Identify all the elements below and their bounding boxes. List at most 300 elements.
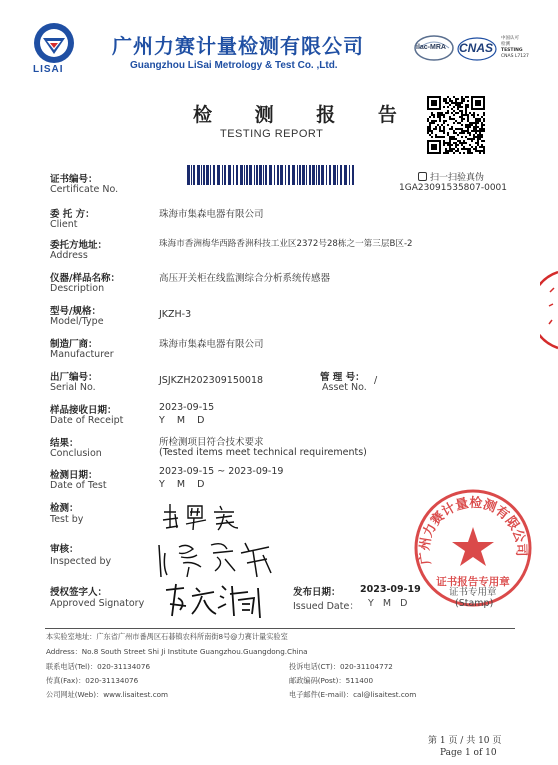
qr-module — [471, 130, 473, 132]
qr-module — [449, 144, 451, 146]
stamp-bottom-text: 证书报告专用章 — [436, 576, 510, 588]
qr-module — [459, 152, 461, 154]
qr-module — [447, 124, 449, 126]
qr-module — [481, 130, 483, 132]
asset-label-en: Asset No. — [322, 382, 367, 393]
footer-divider — [45, 628, 515, 629]
qr-module — [449, 142, 451, 144]
qr-module — [449, 148, 451, 150]
qr-module — [477, 118, 479, 120]
issued-date-ymd: Y M D — [368, 598, 408, 609]
qr-module — [459, 116, 461, 118]
barcode-bar — [213, 165, 215, 185]
qr-module — [465, 142, 467, 144]
qr-module — [465, 130, 467, 132]
report-title-cn: 检 测 报 告 — [193, 104, 415, 126]
barcode-bar — [246, 165, 248, 185]
approved-label-en: Approved Signatory — [50, 598, 145, 609]
model-value: JKZH-3 — [159, 309, 192, 320]
serial-label-en: Serial No. — [50, 382, 96, 393]
qr-module — [451, 118, 453, 120]
qr-module — [457, 106, 459, 108]
qr-module — [443, 98, 445, 100]
qr-module — [483, 118, 485, 120]
serial-value: JSJKZH202309150018 — [159, 375, 264, 386]
qr-module — [457, 144, 459, 146]
issued-date-label: 发布日期： — [293, 587, 341, 598]
qr-module — [451, 100, 453, 102]
qr-module — [447, 102, 449, 104]
barcode-bar — [217, 165, 220, 185]
qr-module — [461, 136, 463, 138]
qr-module — [427, 126, 429, 128]
stamp-caption-cn: 证书专用章 — [449, 587, 497, 598]
qr-module — [427, 120, 429, 122]
qr-module — [455, 100, 457, 102]
qr-module — [443, 122, 445, 124]
qr-module — [477, 120, 479, 122]
qr-module — [447, 132, 449, 134]
qr-module — [451, 112, 453, 114]
cnas-text: CNAS — [459, 41, 494, 55]
barcode-bar — [265, 165, 267, 185]
inspector-signature — [153, 537, 278, 581]
qr-module — [457, 104, 459, 106]
footer-post: 邮政编码(Post)：511400 — [289, 676, 374, 685]
qr-module — [459, 122, 461, 124]
qr-module — [429, 122, 431, 124]
qr-module — [439, 120, 441, 122]
receipt-ymd: Y M D — [159, 415, 205, 426]
qr-module — [455, 150, 457, 152]
qr-module — [449, 104, 451, 106]
qr-module — [479, 134, 481, 136]
qr-module — [467, 118, 469, 120]
tested-by-label: 检测： — [50, 503, 79, 514]
qr-module — [433, 114, 435, 116]
qr-module — [455, 104, 457, 106]
qr-module — [453, 136, 455, 138]
qr-module — [475, 136, 477, 138]
barcode-bar — [210, 165, 211, 185]
qr-module — [449, 98, 451, 100]
qr-module — [467, 148, 469, 150]
qr-module — [461, 110, 463, 112]
qr-module — [429, 130, 431, 132]
qr-module — [431, 132, 433, 134]
receipt-label: 样品接收日期： — [50, 405, 117, 416]
qr-module — [483, 124, 485, 126]
qr-module — [467, 116, 469, 118]
qr-module — [439, 126, 441, 128]
footer-web[interactable]: 公司网址(Web)：www.lisaitest.com — [46, 690, 169, 699]
qr-module — [455, 144, 457, 146]
qr-module — [475, 120, 477, 122]
description-label-en: Description — [50, 283, 105, 294]
model-label-en: Model/Type — [50, 316, 104, 327]
qr-module — [451, 102, 453, 104]
barcode-bar — [352, 165, 354, 185]
qr-module — [451, 144, 453, 146]
qr-module — [431, 112, 433, 114]
ilac-text: ilac-MRA — [416, 44, 446, 51]
barcode-bar — [337, 165, 338, 185]
qr-module — [435, 128, 437, 130]
qr-module — [483, 112, 485, 114]
barcode-bar — [344, 165, 347, 185]
qr-module — [455, 138, 457, 140]
qr-module — [475, 148, 477, 150]
qr-module — [445, 152, 447, 154]
qr-module — [463, 146, 465, 148]
qr-module — [441, 124, 443, 126]
qr-module — [467, 128, 469, 130]
qr-module — [461, 106, 463, 108]
qr-module — [447, 96, 449, 98]
qr-module — [457, 122, 459, 124]
barcode-bar — [274, 165, 275, 185]
checkbox-icon — [418, 172, 427, 181]
barcode-bar — [240, 165, 243, 185]
qr-module — [437, 112, 439, 114]
qr-module — [453, 96, 455, 98]
qr-module — [451, 138, 453, 140]
qr-module — [473, 134, 475, 136]
qr-module — [435, 126, 437, 128]
qr-module — [465, 112, 467, 114]
qr-module — [439, 128, 441, 130]
stamp-ring-text: 广州力赛计量检测有限公司 — [417, 495, 529, 566]
qr-module — [467, 114, 469, 116]
qr-module — [455, 146, 457, 148]
qr-module — [469, 124, 471, 126]
qr-module — [455, 142, 457, 144]
qr-module — [481, 116, 483, 118]
qr-module — [457, 108, 459, 110]
qr-module — [457, 102, 459, 104]
inspected-by-label-en: Inspected by — [50, 556, 112, 567]
qr-module — [451, 150, 453, 152]
qr-module — [473, 148, 475, 150]
qr-module — [465, 110, 467, 112]
footer-complaint: 投诉电话(CT)：020-31104772 — [289, 662, 393, 671]
issued-date-value: 2023-09-19 — [360, 584, 421, 595]
footer-lab-address: 本实验室地址：广东省广州市番禺区石碁镇农科所南街8号@力赛计量实验室 — [46, 632, 288, 641]
barcode-bar — [306, 165, 307, 185]
qr-module — [459, 102, 461, 104]
qr-module — [461, 130, 463, 132]
qr-module — [477, 140, 479, 142]
qr-module — [453, 132, 455, 134]
qr-module — [457, 148, 459, 150]
qr-module — [475, 146, 477, 148]
qr-module — [473, 114, 475, 116]
qr-module — [449, 146, 451, 148]
qr-module — [467, 130, 469, 132]
footer-address-en: Address：No.8 South Street Shi Ji Institute Guangzhou.Guangdong.China — [46, 647, 308, 656]
qr-code[interactable] — [427, 96, 485, 154]
qr-module — [477, 126, 479, 128]
manufacturer-label: 制造厂商： — [50, 339, 98, 350]
qr-module — [443, 114, 445, 116]
qr-module — [441, 114, 443, 116]
verify-label-text: 扫一扫验真伪 — [430, 173, 485, 183]
qr-module — [435, 136, 437, 138]
qr-module — [471, 138, 473, 140]
qr-module — [469, 148, 471, 150]
barcode-bar — [203, 165, 205, 185]
qr-module — [479, 138, 481, 140]
barcode-bar — [277, 165, 279, 185]
client-label: 委 托 方： — [50, 209, 95, 220]
qr-module — [479, 132, 481, 134]
report-title-en: TESTING REPORT — [220, 128, 324, 140]
qr-module — [467, 150, 469, 152]
qr-module — [463, 100, 465, 102]
qr-module — [435, 134, 437, 136]
certificate-no-label-en: Certificate No. — [50, 184, 119, 195]
qr-module — [461, 142, 463, 144]
qr-module — [453, 106, 455, 108]
qr-module — [481, 122, 483, 124]
qr-module — [467, 104, 469, 106]
qr-module — [477, 138, 479, 140]
qr-module — [483, 152, 485, 154]
qr-module — [449, 118, 451, 120]
qr-module — [459, 106, 461, 108]
qr-module — [469, 112, 471, 114]
qr-module — [429, 116, 431, 118]
qr-module — [461, 148, 463, 150]
barcode-bar — [318, 165, 320, 185]
qr-module — [481, 150, 483, 152]
qr-module — [483, 128, 485, 130]
qr-module — [461, 116, 463, 118]
qr-module — [471, 140, 473, 142]
issued-date-label-en: Issued Date： — [293, 601, 359, 612]
qr-module — [439, 114, 441, 116]
qr-module — [475, 126, 477, 128]
barcode-bar — [254, 165, 255, 185]
qr-module — [455, 102, 457, 104]
qr-module — [467, 124, 469, 126]
qr-module — [429, 134, 431, 136]
barcode-bar — [244, 165, 245, 185]
qr-module — [437, 124, 439, 126]
barcode-bar — [269, 165, 272, 185]
conclusion-label: 结果： — [50, 438, 79, 449]
qr-module — [443, 120, 445, 122]
qr-module — [455, 98, 457, 100]
qr-module — [483, 150, 485, 152]
qr-module — [475, 118, 477, 120]
qr-module — [481, 134, 483, 136]
barcode-bar — [249, 165, 252, 185]
barcode-bar — [285, 165, 286, 185]
barcode-bar — [349, 165, 350, 185]
qr-module — [467, 152, 469, 154]
qr-module — [443, 152, 445, 154]
qr-module — [437, 114, 439, 116]
tester-signature — [158, 500, 248, 532]
barcode-bar — [312, 165, 315, 185]
qr-module — [443, 140, 445, 142]
barcode-bar — [201, 165, 202, 185]
qr-module — [479, 150, 481, 152]
qr-module — [453, 102, 455, 104]
qr-module — [475, 142, 477, 144]
company-name-en: Guangzhou LiSai Metrology & Test Co. ,Ltd. — [130, 60, 338, 71]
qr-module — [453, 122, 455, 124]
cnas-line: 检测 — [501, 42, 510, 47]
qr-module — [449, 100, 451, 102]
qr-module — [447, 152, 449, 154]
qr-module — [461, 144, 463, 146]
qr-module — [457, 98, 459, 100]
qr-module — [457, 128, 459, 130]
qr-module — [469, 134, 471, 136]
conclusion-label-en: Conclusion — [50, 448, 102, 459]
qr-module — [443, 100, 445, 102]
qr-module — [463, 140, 465, 142]
qr-module — [461, 98, 463, 100]
barcode-bar — [316, 165, 317, 185]
qr-module — [461, 114, 463, 116]
qr-module — [469, 138, 471, 140]
qr-module — [459, 128, 461, 130]
approved-label: 授权签字人： — [50, 587, 108, 598]
qr-module — [445, 100, 447, 102]
page-number-cn: 第 1 页 / 共 10 页 — [428, 736, 502, 746]
barcode-bar — [206, 165, 209, 185]
qr-module — [443, 128, 445, 130]
footer-fax: 传真(Fax)：020-31134076 — [46, 676, 139, 685]
qr-module — [429, 128, 431, 130]
ilac-logo — [413, 33, 455, 63]
qr-module — [435, 120, 437, 122]
qr-module — [447, 112, 449, 114]
barcode-bar — [299, 165, 301, 185]
qr-module — [445, 148, 447, 150]
qr-module — [439, 136, 441, 138]
qr-module — [427, 118, 429, 120]
barcode-bar — [297, 165, 298, 185]
test-date-ymd: Y M D — [159, 479, 205, 490]
qr-module — [473, 126, 475, 128]
qr-module — [461, 124, 463, 126]
test-date-value: 2023-09-15 ~ 2023-09-19 — [159, 466, 284, 477]
qr-module — [455, 120, 457, 122]
client-label-en: Client — [50, 219, 78, 230]
qr-module — [467, 132, 469, 134]
manufacturer-label-en: Manufacturer — [50, 349, 114, 360]
qr-module — [465, 108, 467, 110]
barcode-bar — [259, 165, 262, 185]
qr-module — [451, 136, 453, 138]
qr-module — [483, 114, 485, 116]
qr-module — [463, 132, 465, 134]
qr-module — [477, 142, 479, 144]
barcode-bar — [233, 165, 234, 185]
qr-module — [449, 140, 451, 142]
barcode-bar — [256, 165, 258, 185]
qr-module — [427, 128, 429, 130]
qr-module — [463, 148, 465, 150]
qr-module — [473, 128, 475, 130]
qr-module — [433, 116, 435, 118]
qr-module — [445, 102, 447, 104]
qr-module — [451, 126, 453, 128]
qr-module — [477, 122, 479, 124]
qr-module — [453, 148, 455, 150]
qr-module — [465, 136, 467, 138]
qr-module — [483, 146, 485, 148]
address-label-en: Address — [50, 250, 88, 261]
qr-module — [477, 136, 479, 138]
qr-module — [467, 100, 469, 102]
cnas-detail — [501, 36, 529, 60]
qr-module — [481, 128, 483, 130]
barcode-bar — [191, 165, 192, 185]
qr-module — [431, 120, 433, 122]
qr-module — [481, 146, 483, 148]
address-value: 珠海市香洲梅华西路香洲科技工业区2372号28栋之一第三层B区-2 — [159, 239, 413, 249]
description-value: 高压开关柜在线监测综合分析系统传感器 — [159, 273, 331, 284]
client-value: 珠海市集森电器有限公司 — [159, 209, 264, 220]
qr-module — [433, 128, 435, 130]
inspected-by-label: 审核： — [50, 544, 79, 555]
qr-module — [481, 136, 483, 138]
qr-module — [453, 110, 455, 112]
certificate-no-label: 证书编号： — [50, 174, 98, 185]
qr-module — [443, 144, 445, 146]
description-label: 仪器/样品名称： — [50, 273, 120, 284]
stamp-caption-en: (Stamp) — [455, 598, 494, 609]
qr-module — [463, 114, 465, 116]
qr-module — [475, 122, 477, 124]
qr-module — [469, 144, 471, 146]
qr-module — [469, 122, 471, 124]
qr-module — [465, 104, 467, 106]
qr-module — [443, 132, 445, 134]
qr-module — [453, 118, 455, 120]
company-name-cn: 广州力赛计量检测有限公司 — [112, 34, 364, 58]
manufacturer-value: 珠海市集森电器有限公司 — [159, 339, 264, 350]
qr-module — [463, 152, 465, 154]
qr-module — [455, 112, 457, 114]
qr-module — [483, 148, 485, 150]
qr-module — [473, 136, 475, 138]
qr-module — [459, 140, 461, 142]
qr-module — [467, 120, 469, 122]
footer-email[interactable]: 电子邮件(E-mail)：cal@lisaitest.com — [289, 690, 417, 699]
barcode-bar — [263, 165, 264, 185]
qr-module — [457, 134, 459, 136]
qr-module — [449, 150, 451, 152]
qr-module — [471, 146, 473, 148]
qr-module — [463, 142, 465, 144]
barcode-bar — [280, 165, 283, 185]
qr-module — [477, 144, 479, 146]
qr-module — [461, 120, 463, 122]
cnas-line: 中国认可 — [501, 36, 519, 41]
qr-module — [453, 142, 455, 144]
qr-module — [483, 120, 485, 122]
qr-module — [441, 136, 443, 138]
certificate-code: 1GA23091535807-0001 — [399, 183, 507, 193]
qr-module — [431, 100, 437, 106]
qr-module — [443, 130, 445, 132]
